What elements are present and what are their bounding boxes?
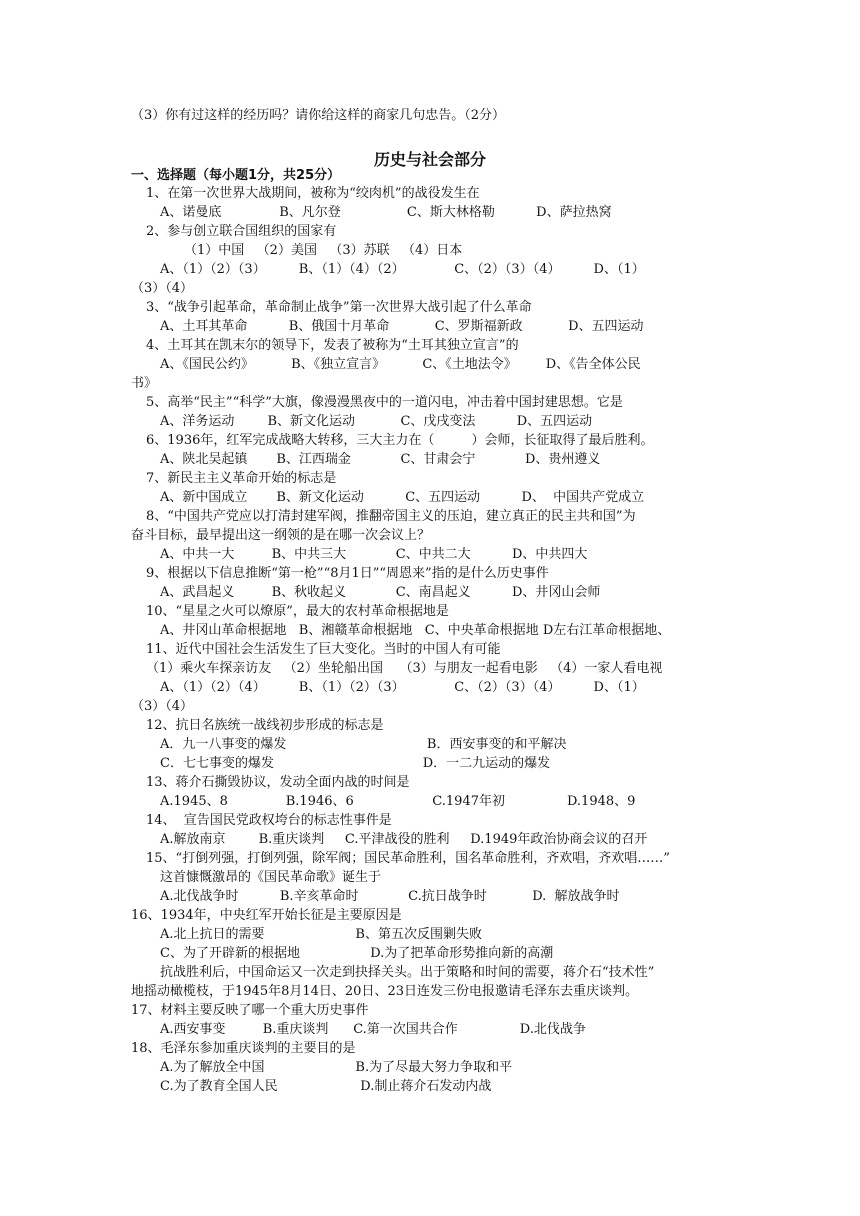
option-line: A.解放南京 B.重庆谈判 C.平津战役的胜利 D.1949年政治协商会议的召开	[160, 832, 648, 847]
option-line: C.为了教育全国人民 D.制止蒋介石发动内战	[160, 1079, 492, 1094]
option-line: C、为了开辟新的根据地 D.为了把革命形势推向新的高潮	[160, 946, 554, 961]
question-line: 1、在第一次世界大战期间，被称为“绞肉机”的战役发生在	[146, 186, 480, 201]
option-line: 书》	[131, 376, 158, 391]
question-line: 16、1934年，中央红军开始长征是主要原因是	[131, 908, 402, 923]
question-line: 5、高举“民主”“科学”大旗，像漫漫黑夜中的一道闪电，冲击着中国封建思想。它是	[146, 395, 623, 410]
option-line: A.为了解放全中国 B.为了尽最大努力争取和平	[160, 1060, 513, 1075]
option-line: A、武昌起义 B、秋收起义 C、南昌起义 D、井冈山会师	[160, 585, 601, 600]
option-line: （3）（4）	[131, 699, 194, 714]
option-line: （1）乘火车探亲访友 （2）坐轮船出国 （3）与朋友一起看电影 （4）一家人看电视	[146, 661, 663, 676]
question-line: 15、“打倒列强，打倒列强，除军阀；国民革命胜利，国名革命胜利，齐欢唱，齐欢唱……”	[146, 851, 670, 866]
option-line: A．九一八事变的爆发 B．西安事变的和平解决	[160, 737, 567, 752]
option-line: A、洋务运动 B、新文化运动 C、戊戌变法 D、五四运动	[160, 414, 593, 429]
option-line: A、井冈山革命根据地 B、湘赣革命根据地 C、中央革命根据地 D左右江革命根据地、	[160, 623, 671, 638]
question-line: 3、“战争引起革命，革命制止战争”第一次世界大战引起了什么革命	[146, 300, 532, 315]
option-line: A、（1）（2）（4） B、（1）（2）（3） C、（2）（3）（4） D、（1）	[160, 680, 645, 695]
question-line: 18、毛泽东参加重庆谈判的主要目的是	[131, 1041, 356, 1056]
question-line: 这首慷慨激昂的《国民革命歌》诞生于	[160, 870, 382, 885]
question-line: 10、“星星之火可以燎原”，最大的农村革命根据地是	[146, 604, 449, 619]
passage-line: 抗战胜利后，中国命运又一次走到抉择关头。出于策略和时间的需要，蒋介石“技术性”	[160, 965, 655, 980]
question-line: 8、“中国共产党应以打清封建军阀，推翻帝国主义的压迫，建立真正的民主共和国”为	[146, 509, 636, 524]
question-line: 17、材料主要反映了哪一个重大历史事件	[131, 1003, 369, 1018]
question-line: 13、蒋介石撕毁协议，发动全面内战的时间是	[146, 775, 410, 790]
question-line: 奋斗目标，最早提出这一纲领的是在哪一次会议上？	[131, 528, 431, 543]
question-line: 4、土耳其在凯末尔的领导下，发表了被称为“土耳其独立宣言”的	[146, 338, 519, 353]
option-line: （3）（4）	[131, 281, 194, 296]
option-line: A.北伐战争时 B.辛亥革命时 C.抗日战争时 D. 解放战争时	[160, 889, 620, 904]
option-line: A、《国民公约》 B、《独立宣言》 C、《土地法令》 D、《告全体公民	[160, 357, 641, 372]
intro-line: （3）你有过这样的经历吗？请你给这样的商家几句忠告。（2分）	[131, 108, 506, 123]
question-line: 12、抗日名族统一战线初步形成的标志是	[146, 718, 384, 733]
option-line: A.西安事变 B.重庆谈判 C.第一次国共合作 D.北伐战争	[160, 1022, 586, 1037]
option-line: （1）中国 （2）美国 （3）苏联 （4）日本	[184, 243, 463, 258]
option-line: A、土耳其革命 B、俄国十月革命 C、罗斯福新政 D、五四运动	[160, 319, 644, 334]
option-line: A.1945、8 B.1946、6 C.1947年初 D.1948、9	[160, 794, 636, 809]
page-title: 历史与社会部分	[373, 150, 486, 169]
question-line: 11、近代中国社会生活发生了巨大变化。当时的中国人有可能	[146, 642, 501, 657]
passage-line: 地摇动橄榄枝，于1945年8月14日、20日、23日连发三份电报邀请毛泽东去重庆谈判。	[131, 984, 638, 999]
section-heading: 一、选择题（每小题1分，共25分）	[131, 168, 341, 183]
question-line: 7、新民主主义革命开始的标志是	[146, 471, 337, 486]
option-line: A、新中国成立 B、新文化运动 C、五四运动 D、 中国共产党成立	[160, 490, 645, 505]
question-line: 2、参与创立联合国组织的国家有	[146, 224, 337, 239]
option-line: A、陕北吴起镇 B、江西瑞金 C、甘肃会宁 D、贵州遵义	[160, 452, 601, 467]
question-line: 14、 宣告国民党政权垮台的标志性事件是	[146, 813, 392, 828]
option-line: A、中共一大 B、中共三大 C、中共二大 D、中共四大	[160, 547, 588, 562]
option-line: A、（1）（2）（3） B、（1）（4）（2） C、（2）（3）（4） D、（1）	[160, 262, 645, 277]
question-line: 9、根据以下信息推断“第一枪”“8月1日”“周恩来”指的是什么历史事件	[146, 566, 549, 581]
option-line: A、诺曼底 B、凡尔登 C、斯大林格勒 D、萨拉热窝	[160, 205, 612, 220]
question-line: 6、1936年，红军完成战略大转移，三大主力在（ ）会师，长征取得了最后胜利。	[146, 433, 654, 448]
option-line: A.北上抗日的需要 B、第五次反围剿失败	[160, 927, 482, 942]
option-line: C．七七事变的爆发 D．一二九运动的爆发	[160, 756, 551, 771]
